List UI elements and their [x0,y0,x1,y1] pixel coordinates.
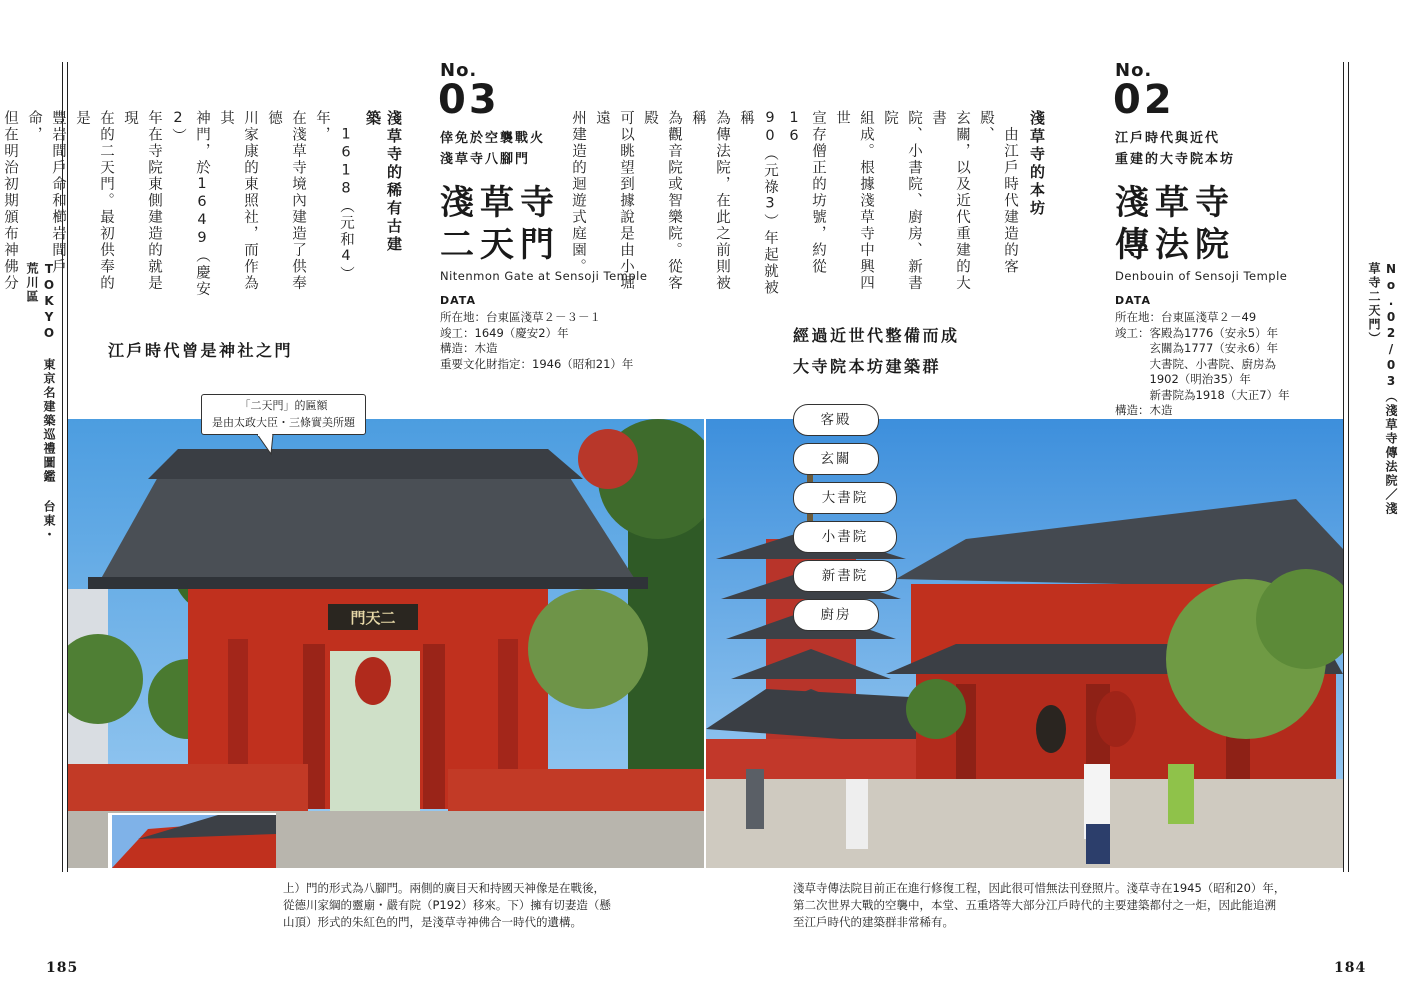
data-line: 玄關為1777（安永6）年 [1115,341,1279,355]
vertical-text-line: 年在寺院東側建造的就是現 [122,110,162,292]
building-pill-kitchen: 廚房 [793,599,879,631]
right-data-list [1115,310,1313,434]
left-page-number: 185 [46,960,79,976]
left-vertical-heading: 淺草寺的稀有古建築 [364,110,403,254]
vertical-text-line: 州建造的迴遊式庭園。 [570,110,586,275]
vertical-text-line: 在淺草寺境內建造了供奉德 [266,110,306,292]
right-no-number: 02 [1113,77,1175,123]
vertical-text-line: 宣存僧正的坊號，約從16 [786,110,826,275]
building-pill-oshoin: 大書院 [793,482,897,514]
bubble-line: 是由太政大臣・三條實美所題 [212,416,355,429]
right-margin-rule-inner [1348,62,1349,872]
caption-line: 從德川家綱的靈廟・嚴有院（P192）移來。下）擁有切妻造（懸 [283,898,611,912]
caption-line: 山頂）形式的朱紅色的門，是淺草寺神佛合一時代的遺構。 [283,915,582,929]
vertical-text-line: 為傳法院，在此之前則被稱 [690,110,730,292]
right-vertical-body [570,110,1022,300]
nitenmon-photo [68,419,704,868]
right-title-2: 傳法院 [1115,225,1235,265]
gate-plaque-text: 門天二 [350,609,396,627]
vertical-text-line: 玄關，以及近代重建的大書 [930,110,970,292]
left-no-label: No. [440,60,478,81]
data-line: 竣工：客殿為1776（安永5）年 [1115,325,1279,340]
data-line: 新書院為1918（大正7）年 [1115,387,1290,402]
data-line: 重要文化財指定：1946（昭和21）年 [440,356,634,371]
data-line: 構造：木造 [440,341,498,355]
data-line: 竣工：1649（慶安2）年 [440,325,569,340]
vertical-text-line: 組成。根據淺草寺中興四世 [834,110,874,292]
left-title-2: 二天門 [440,225,560,265]
right-subtitle-1: 江戶時代與近代 [1115,131,1221,146]
caption-line: 淺草寺傳法院目前正在進行修復工程，因此很可惜無法刊登照片。淺草寺在1945（昭和20）年， [793,881,1286,895]
right-caption [793,880,1313,931]
right-data-label: DATA [1115,294,1151,307]
left-title-1: 淺草寺 [440,183,560,223]
mid-heading-1: 經過近世代整備而成 [793,326,960,345]
bubble-line: 「二天門」的匾額 [239,399,328,412]
right-english-title: Denbouin of Sensoji Temple [1115,269,1288,283]
data-line: 所在地：台東區淺草２－49 [1115,310,1257,324]
left-subtitle-2: 淺草寺八腳門 [440,152,531,167]
building-pill-kyakuden: 客殿 [793,404,879,436]
vertical-text-line: 由江戶時代建造的客殿、 [978,110,1018,275]
left-english-title: Nitenmon Gate at Sensoji Temple [440,269,648,283]
caption-line: 至江戶時代的建築群非常稀有。 [793,915,954,929]
plaque-callout-bubble [201,394,366,435]
left-running-title: TOKYO 東京名建築巡禮圖鑑 台東・荒川區 [25,262,56,542]
vertical-text-line: 為觀音院或智樂院。從客殿 [642,110,682,292]
right-no-label: No. [1115,60,1153,81]
data-line: 構造：木造 [1115,403,1173,417]
vertical-text-line: 在的二天門。最初供奉的是 [74,110,114,292]
left-data-list [440,310,633,372]
vertical-text-line: 豐岩間戶命和櫛岩間戶命， [26,110,66,275]
left-vertical-body [2,110,358,300]
right-vertical-heading: 淺草寺的本坊 [1028,110,1046,218]
bubble-tail [255,434,279,458]
building-pill-shinshoin: 新書院 [793,560,897,592]
left-no-number: 03 [438,77,500,123]
building-pill-koshoin: 小書院 [793,521,897,553]
left-data-label: DATA [440,294,476,307]
data-line: 所在地：台東區淺草２－３－１ [440,310,601,324]
vertical-text-line: 川家康的東照社，而作為其 [218,110,258,292]
edo-heading: 江戶時代曾是神社之門 [108,341,294,360]
vertical-text-line: 但在明治初期頒布神佛分 [2,110,18,292]
building-pill-genkan: 玄關 [793,443,879,475]
left-caption [283,880,703,931]
vertical-text-line: 1618（元和4）年， [314,110,354,283]
data-line: 1902（明治35）年 [1115,372,1251,386]
caption-line: 第二次世界大戰的空襲中，本堂、五重塔等大部分江戶時代的主要建築都付之一炬，因此能追溯 [793,898,1276,912]
vertical-text-line: 可以眺望到據說是由小堀遠 [594,110,634,292]
data-line: 大書院、小書院、廚房為 [1115,356,1276,371]
right-subtitle-2: 重建的大寺院本坊 [1115,152,1236,167]
vertical-text-line: 90（元祿3）年起就被稱 [738,110,778,296]
left-subtitle-1: 倖免於空襲戰火 [440,131,546,146]
right-title-1: 淺草寺 [1115,183,1235,223]
right-page-number: 184 [1334,960,1367,976]
right-margin-rule [1343,62,1344,872]
right-running-title: No.02/03（淺草寺傳法院／淺草寺二天門） [1367,262,1398,516]
vertical-text-line: 神門，於1649（慶安2） [170,110,210,298]
vertical-text-line: 院、小書院、廚房、新書院 [882,110,922,292]
mid-heading-2: 大寺院本坊建築群 [793,357,942,376]
nitenmon-illustration [68,419,704,868]
caption-line: 上）門的形式為八腳門。兩側的廣目天和持國天神像是在戰後， [283,881,605,895]
